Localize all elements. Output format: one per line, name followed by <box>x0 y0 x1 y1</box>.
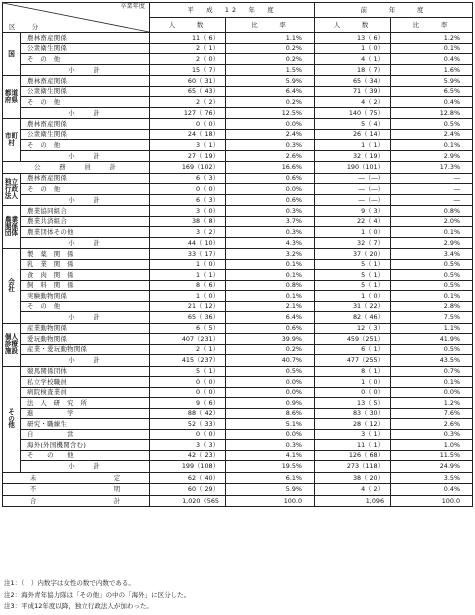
table-row <box>3 184 473 195</box>
table-row <box>3 249 473 260</box>
ratio-current: 4.1% <box>226 450 315 461</box>
ratio-previous: 3.5% <box>391 472 473 484</box>
ratio-previous: 0.8% <box>391 206 473 217</box>
table-row <box>3 33 473 44</box>
ratio-current: 6.1% <box>226 472 315 484</box>
count-current: 42（ 23） <box>150 450 226 461</box>
table-row <box>3 54 473 65</box>
ratio-current: 0.5% <box>226 366 315 377</box>
count-previous: 273（118） <box>315 461 391 473</box>
count-previous: 5（ 1） <box>315 259 391 270</box>
count-previous: 0（ 0） <box>315 387 391 398</box>
subtotal-row <box>3 194 473 206</box>
count-current: 88（ 42） <box>150 408 226 419</box>
count-previous: 9（ 3） <box>315 206 391 217</box>
ratio-previous: 0.1% <box>391 227 473 238</box>
ratio-previous: 17.3% <box>391 162 473 174</box>
count-current: 415（237） <box>150 355 226 367</box>
row-label: 私立学校職員 <box>21 377 150 388</box>
row-label: 農業協同組合 <box>21 206 150 217</box>
count-current: 33（ 17） <box>150 249 226 260</box>
employment-statistics-table <box>2 2 473 507</box>
subtotal-row <box>3 107 473 119</box>
count-current: 60（ 31） <box>150 76 226 87</box>
count-previous: 4（ 2） <box>315 97 391 108</box>
public-servant-total-row-label: 公 務 員 計 <box>3 162 150 174</box>
table-row <box>3 398 473 409</box>
count-current: 65（ 36） <box>150 312 226 324</box>
ratio-previous: ― <box>391 184 473 195</box>
count-previous: 190（101） <box>315 162 391 174</box>
ratio-current: 1.5% <box>226 64 315 76</box>
ratio-current: 3.2% <box>226 249 315 260</box>
count-current: 3（ 3） <box>150 440 226 451</box>
count-current: 38（ 8） <box>150 216 226 227</box>
count-current: 6（ 3） <box>150 194 226 206</box>
ratio-previous: 41.9% <box>391 334 473 345</box>
count-previous: 13（ 5） <box>315 398 391 409</box>
ratio-previous: 2.4% <box>391 129 473 140</box>
table-row <box>3 334 473 345</box>
count-previous: 477（255） <box>315 355 391 367</box>
ratio-current: 12.5% <box>226 107 315 119</box>
count-previous: 18（ 7） <box>315 64 391 76</box>
ratio-previous: 0.0% <box>391 387 473 398</box>
row-label: 農林畜産関係 <box>21 33 150 44</box>
ratio-previous: 2.0% <box>391 216 473 227</box>
table-row <box>3 270 473 281</box>
ratio-current: 19.5% <box>226 461 315 473</box>
count-current: 3（ 0） <box>150 206 226 217</box>
table-row <box>3 419 473 430</box>
row-label: 公衆衛生関係 <box>21 86 150 97</box>
count-current: 0（ 0） <box>150 119 226 130</box>
row-label: 公衆衛生関係 <box>21 43 150 54</box>
count-previous: 12（ 3） <box>315 323 391 334</box>
row-label: 愛玩動物関係 <box>21 334 150 345</box>
count-previous: 6（ 1） <box>315 344 391 355</box>
group-label: 会 社 <box>3 249 21 324</box>
count-current: 1（ 1） <box>150 270 226 281</box>
header-corner-cell <box>3 3 150 33</box>
ratio-previous: 5.9% <box>391 76 473 87</box>
group-label: そ の 他 <box>3 366 21 472</box>
count-current: 199（108） <box>150 461 226 473</box>
row-label: 農林畜産関係 <box>21 173 150 184</box>
ratio-previous: 0.4% <box>391 97 473 108</box>
count-previous: 38（ 20） <box>315 472 391 484</box>
count-current: 24（ 18） <box>150 129 226 140</box>
header-current-year: 平 成 12 年 度 <box>150 3 315 18</box>
table-row <box>3 344 473 355</box>
subtotal-label: 小 計 <box>21 461 150 473</box>
ratio-current: 0.2% <box>226 43 315 54</box>
subtotal-row <box>3 150 473 162</box>
group-label: 個人診療施設 <box>3 323 21 366</box>
count-current: 3（ 1） <box>150 140 226 151</box>
row-label: 自 営 <box>21 429 150 440</box>
count-previous: 37（ 20） <box>315 249 391 260</box>
count-previous: 32（ 7） <box>315 237 391 249</box>
ratio-current: 2.6% <box>226 150 315 162</box>
row-label: 産業動物関係 <box>21 323 150 334</box>
row-label: 法 人 研 究 所 <box>21 398 150 409</box>
header-previous-year: 前 年 度 <box>315 3 473 18</box>
count-current: 9（ 6） <box>150 398 226 409</box>
ratio-previous: 0.5% <box>391 259 473 270</box>
count-current: 6（ 3） <box>150 173 226 184</box>
count-previous: 4（ 2） <box>315 484 391 496</box>
ratio-current: 0.0% <box>226 429 315 440</box>
ratio-current: 40.7% <box>226 355 315 367</box>
count-previous: 71（ 39） <box>315 86 391 97</box>
ratio-current: 0.3% <box>226 227 315 238</box>
count-previous: 1（ 0） <box>315 227 391 238</box>
summary-row-label: 未 定 <box>3 472 150 484</box>
ratio-current: 16.6% <box>226 162 315 174</box>
table-row <box>3 440 473 451</box>
table-row <box>3 259 473 270</box>
ratio-previous: 0.5% <box>391 344 473 355</box>
count-previous: 82（ 46） <box>315 312 391 324</box>
count-current: 1,020（565 <box>150 495 226 507</box>
count-previous: 126（ 68） <box>315 450 391 461</box>
ratio-previous: 2.6% <box>391 419 473 430</box>
ratio-current: 39.9% <box>226 334 315 345</box>
table-row <box>3 429 473 440</box>
ratio-current: 0.6% <box>226 194 315 206</box>
count-current: 6（ 5） <box>150 323 226 334</box>
count-previous: 8（ 1） <box>315 366 391 377</box>
count-previous: ―（―） <box>315 194 391 206</box>
count-current: 5（ 1） <box>150 366 226 377</box>
ratio-previous: 0.1% <box>391 377 473 388</box>
ratio-previous: 0.7% <box>391 366 473 377</box>
ratio-current: 0.3% <box>226 440 315 451</box>
count-current: 2（ 2） <box>150 97 226 108</box>
ratio-current: 0.8% <box>226 280 315 291</box>
header-category-label: 区 分 <box>9 22 44 31</box>
ratio-previous: 1.1% <box>391 323 473 334</box>
footnote-2: 注2：海外青年協力隊は「その他」の中の「海外」に区分した。 <box>4 590 191 599</box>
count-previous: 459（251） <box>315 334 391 345</box>
count-current: 2（ 1） <box>150 43 226 54</box>
count-current: 2（ 1） <box>150 344 226 355</box>
row-label: そ の 他 <box>21 450 150 461</box>
table-row <box>3 86 473 97</box>
row-label: そ の 他 <box>21 140 150 151</box>
table-row <box>3 76 473 87</box>
table-row <box>3 140 473 151</box>
ratio-current: 0.0% <box>226 377 315 388</box>
row-label: 病院検査業員 <box>21 387 150 398</box>
row-label: 研究・職練生 <box>21 419 150 430</box>
table-row <box>3 129 473 140</box>
row-label: 農林畜産関係 <box>21 76 150 87</box>
count-previous: 1,096 <box>315 495 391 507</box>
ratio-current: 4.3% <box>226 237 315 249</box>
count-current: 0（ 0） <box>150 429 226 440</box>
row-label: 公衆衛生関係 <box>21 129 150 140</box>
table-row <box>3 227 473 238</box>
count-current: 1（ 0） <box>150 291 226 302</box>
footnotes <box>4 578 190 613</box>
row-label: 乳 業 関 係 <box>21 259 150 270</box>
ratio-current: 2.1% <box>226 301 315 312</box>
ratio-previous: 1.2% <box>391 33 473 44</box>
count-current: 3（ 2） <box>150 227 226 238</box>
ratio-current: 5.1% <box>226 419 315 430</box>
table-row <box>3 173 473 184</box>
ratio-previous: 0.1% <box>391 43 473 54</box>
summary-row-label: 不 明 <box>3 484 150 496</box>
count-current: 60（ 29） <box>150 484 226 496</box>
subtotal-label: 小 計 <box>21 150 150 162</box>
subtotal-row <box>3 355 473 367</box>
ratio-current: 0.1% <box>226 270 315 281</box>
ratio-previous: 1.6% <box>391 64 473 76</box>
ratio-previous: 11.5% <box>391 450 473 461</box>
count-current: 8（ 6） <box>150 280 226 291</box>
summary-row <box>3 495 473 507</box>
table-row <box>3 450 473 461</box>
header-ratio-current: 比 率 <box>226 18 315 33</box>
ratio-current: 1.1% <box>226 33 315 44</box>
subtotal-row <box>3 237 473 249</box>
ratio-previous: 0.4% <box>391 54 473 65</box>
summary-row <box>3 484 473 496</box>
count-current: 2（ 0） <box>150 54 226 65</box>
row-label: そ の 他 <box>21 301 150 312</box>
ratio-current: 0.3% <box>226 206 315 217</box>
ratio-previous: 7.5% <box>391 312 473 324</box>
count-current: 407（231） <box>150 334 226 345</box>
ratio-previous: 0.3% <box>391 429 473 440</box>
row-label: そ の 他 <box>21 54 150 65</box>
count-previous: 4（ 1） <box>315 54 391 65</box>
row-label: そ の 他 <box>21 97 150 108</box>
group-label: 独立行政法人 <box>3 173 21 206</box>
ratio-previous: 2.8% <box>391 301 473 312</box>
row-label: 海外(外国機関含む) <box>21 440 150 451</box>
count-current: 27（ 19） <box>150 150 226 162</box>
table-row <box>3 408 473 419</box>
row-label: 進 学 <box>21 408 150 419</box>
count-current: 62（ 40） <box>150 472 226 484</box>
count-previous: 1（ 0） <box>315 377 391 388</box>
footnote-1: 注1：（ ）内数字は女性の数で内数である。 <box>4 579 135 587</box>
ratio-previous: 0.1% <box>391 140 473 151</box>
subtotal-row <box>3 312 473 324</box>
row-label: 農業共済組合 <box>21 216 150 227</box>
table-row <box>3 366 473 377</box>
table-row <box>3 206 473 217</box>
summary-row <box>3 472 473 484</box>
ratio-previous: ― <box>391 173 473 184</box>
ratio-current: 5.9% <box>226 76 315 87</box>
ratio-previous: 0.5% <box>391 119 473 130</box>
ratio-current: 0.9% <box>226 398 315 409</box>
ratio-previous: 0.4% <box>391 484 473 496</box>
table-row <box>3 280 473 291</box>
count-previous: 3（ 1） <box>315 429 391 440</box>
count-previous: 1（ 0） <box>315 43 391 54</box>
count-previous: 11（ 1） <box>315 440 391 451</box>
ratio-current: 5.9% <box>226 484 315 496</box>
row-label: 産業・愛玩動物関係 <box>21 344 150 355</box>
table-row <box>3 387 473 398</box>
count-current: 0（ 0） <box>150 387 226 398</box>
count-previous: 13（ 6） <box>315 33 391 44</box>
subtotal-label: 小 計 <box>21 237 150 249</box>
ratio-current: 0.0% <box>226 387 315 398</box>
count-previous: ―（―） <box>315 173 391 184</box>
group-label: 農業関係団体 <box>3 206 21 249</box>
ratio-current: 0.1% <box>226 259 315 270</box>
count-current: 0（ 0） <box>150 184 226 195</box>
count-current: 127（ 76） <box>150 107 226 119</box>
count-previous: 28（ 12） <box>315 419 391 430</box>
table-row <box>3 323 473 334</box>
row-label: 競馬関係団体 <box>21 366 150 377</box>
row-label: そ の 他 <box>21 184 150 195</box>
group-label: 国 <box>3 33 21 76</box>
count-previous: 5（ 4） <box>315 119 391 130</box>
header-graduation-year-label: 卒業年度 <box>120 3 145 10</box>
count-current: 21（ 12） <box>150 301 226 312</box>
table-row <box>3 119 473 130</box>
group-label: 都道府県 <box>3 76 21 119</box>
row-label: 農業団体その他 <box>21 227 150 238</box>
subtotal-label: 小 計 <box>21 194 150 206</box>
row-label: 食 肉 関 係 <box>21 270 150 281</box>
count-previous: 31（ 22） <box>315 301 391 312</box>
footnote-3: 注3：平成12年度以降，独立行政法人が加わった。 <box>4 602 153 610</box>
subtotal-label: 小 計 <box>21 355 150 367</box>
ratio-current: 0.2% <box>226 97 315 108</box>
count-previous: ―（―） <box>315 184 391 195</box>
subtotal-row <box>3 461 473 473</box>
ratio-previous: 3.4% <box>391 249 473 260</box>
header-ratio-previous: 比 率 <box>391 18 473 33</box>
ratio-previous: 0.1% <box>391 291 473 302</box>
ratio-current: 0.1% <box>226 291 315 302</box>
count-previous: 83（ 30） <box>315 408 391 419</box>
count-previous: 140（ 75） <box>315 107 391 119</box>
ratio-current: 0.0% <box>226 184 315 195</box>
ratio-current: 6.4% <box>226 86 315 97</box>
row-label: 実験動物関係 <box>21 291 150 302</box>
ratio-previous: 1.0% <box>391 440 473 451</box>
group-label: 市町村 <box>3 119 21 162</box>
ratio-current: 0.0% <box>226 119 315 130</box>
count-current: 52（ 33） <box>150 419 226 430</box>
ratio-previous: 1.2% <box>391 398 473 409</box>
ratio-previous: 0.5% <box>391 270 473 281</box>
count-previous: 22（ 4） <box>315 216 391 227</box>
ratio-previous: ― <box>391 194 473 206</box>
table-row <box>3 291 473 302</box>
table-row <box>3 377 473 388</box>
count-current: 169（102） <box>150 162 226 174</box>
count-previous: 5（ 1） <box>315 270 391 281</box>
count-previous: 1（ 0） <box>315 291 391 302</box>
table-row <box>3 43 473 54</box>
header-count-current: 人 数 <box>150 18 226 33</box>
subtotal-row <box>3 64 473 76</box>
table-row <box>3 301 473 312</box>
ratio-current: 3.7% <box>226 216 315 227</box>
ratio-current: 0.6% <box>226 323 315 334</box>
count-current: 1（ 0） <box>150 259 226 270</box>
row-label: 製 薬 関 係 <box>21 249 150 260</box>
count-previous: 26（ 14） <box>315 129 391 140</box>
count-current: 65（ 43） <box>150 86 226 97</box>
subtotal-label: 小 計 <box>21 64 150 76</box>
ratio-current: 0.3% <box>226 140 315 151</box>
table-row <box>3 97 473 108</box>
ratio-current: 2.4% <box>226 129 315 140</box>
ratio-previous: 2.9% <box>391 237 473 249</box>
ratio-current: 0.2% <box>226 54 315 65</box>
ratio-previous: 0.5% <box>391 280 473 291</box>
count-current: 15（ 7） <box>150 64 226 76</box>
count-current: 11（ 6） <box>150 33 226 44</box>
count-previous: 65（ 34） <box>315 76 391 87</box>
row-label: 農林畜産関係 <box>21 119 150 130</box>
row-label: 飼 料 関 係 <box>21 280 150 291</box>
ratio-previous: 100.0 <box>391 495 473 507</box>
ratio-current: 6.4% <box>226 312 315 324</box>
table-row <box>3 216 473 227</box>
count-previous: 1（ 1） <box>315 140 391 151</box>
public-servant-total-row <box>3 162 473 174</box>
ratio-previous: 2.9% <box>391 150 473 162</box>
header-count-previous: 人 数 <box>315 18 391 33</box>
ratio-current: 0.2% <box>226 344 315 355</box>
ratio-previous: 7.6% <box>391 408 473 419</box>
count-current: 0（ 0） <box>150 377 226 388</box>
ratio-current: 100.0 <box>226 495 315 507</box>
count-current: 44（ 10） <box>150 237 226 249</box>
count-previous: 5（ 1） <box>315 280 391 291</box>
subtotal-label: 小 計 <box>21 312 150 324</box>
count-previous: 32（ 19） <box>315 150 391 162</box>
ratio-previous: 6.5% <box>391 86 473 97</box>
ratio-current: 8.6% <box>226 408 315 419</box>
table-body <box>3 33 473 507</box>
ratio-current: 0.6% <box>226 173 315 184</box>
summary-row-label: 合 計 <box>3 495 150 507</box>
subtotal-label: 小 計 <box>21 107 150 119</box>
ratio-previous: 43.5% <box>391 355 473 367</box>
ratio-previous: 12.8% <box>391 107 473 119</box>
ratio-previous: 24.9% <box>391 461 473 473</box>
